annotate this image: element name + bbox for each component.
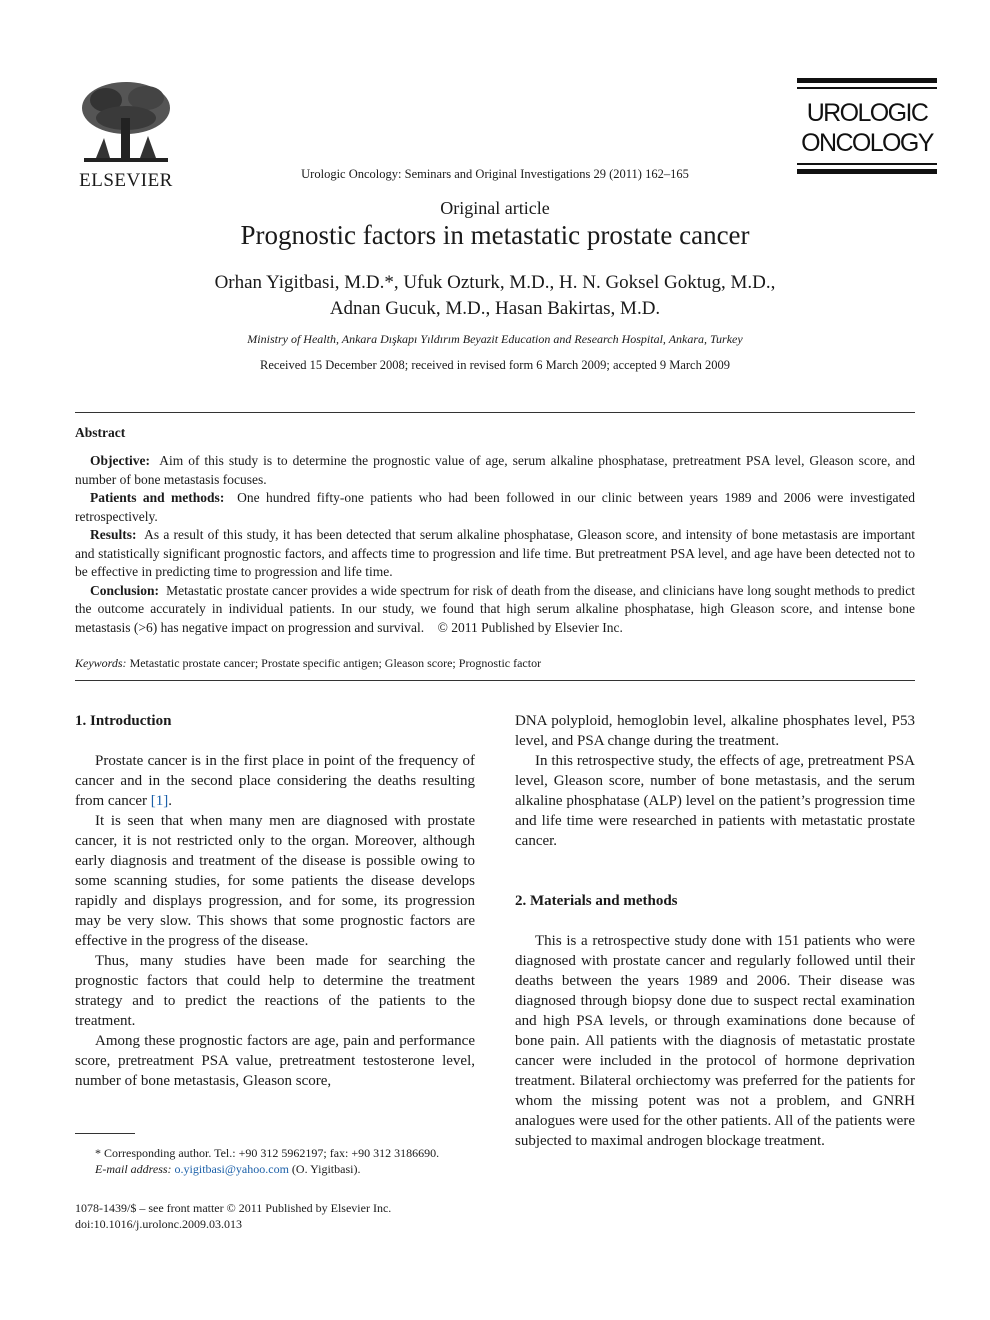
body-top-rule	[75, 680, 915, 681]
email-note	[75, 1161, 475, 1177]
objective-text: Aim of this study is to determine the prognostic value of age, serum alkaline phosphatase, pretreatment PSA level, Gleason score, and number of bone metastasis focuses.	[75, 453, 915, 487]
received-dates: Received 15 December 2008; received in revised form 6 March 2009; accepted 9 March 2009	[260, 358, 730, 372]
affiliation: Ministry of Health, Ankara Dışkapı Yıldırım Beyazit Education and Research Hospital, Ankara, Turkey	[247, 332, 743, 346]
brand-line-1: UROLOGIC	[806, 99, 928, 127]
objective-label: Objective:	[90, 453, 150, 468]
keywords-label: Keywords:	[75, 656, 127, 670]
brand-rule-top-thin	[797, 87, 937, 89]
keywords	[75, 656, 915, 671]
results-text: As a result of this study, it has been detected that serum alkaline phosphatase, Gleason score, and intensity of bone metastasis are important and statistically significant prognostic factors, and affects time to progression and life time. But pretreatment PSA level, and age have been detected not to be effective in predicting time to progression and life time.	[75, 527, 915, 579]
conclusion-text: Metastatic prostate cancer provides a wide spectrum for risk of death from the disease, and clinicians have long sought methods to predict the outcome accurately in individual patients. In our study, we found that high serum alkaline phosphatase, high Gleason score, and intense bone metastasis (>6) has negative impact on progression and survival.	[75, 582, 915, 635]
abstract-methods	[75, 489, 915, 526]
publisher-wordmark: ELSEVIER	[79, 170, 173, 191]
intro-paragraph-1	[75, 751, 475, 811]
abstract-copyright: © 2011 Published by Elsevier Inc.	[437, 619, 623, 635]
intro-paragraph-4: Among these prognostic factors are age, pain and performance score, pretreatment PSA value, pretreatment testosterone level, number of bone metastasis, Gleason score,	[75, 1033, 475, 1089]
author-list	[75, 270, 915, 322]
journal-citation: Urologic Oncology: Seminars and Original Investigations 29 (2011) 162–165	[301, 167, 689, 181]
authors-line-1: Orhan Yigitbasi, M.D.*, Ufuk Ozturk, M.D., H. N. Goksel Goktug, M.D.,	[214, 272, 776, 293]
methods-label: Patients and methods:	[90, 490, 225, 505]
section-heading-methods: 2. Materials and methods	[515, 893, 678, 909]
doi-line: doi:10.1016/j.urolonc.2009.03.013	[75, 1217, 242, 1231]
brand-rule-top	[797, 78, 937, 83]
citation-link[interactable]: [1]	[150, 793, 169, 809]
brand-line-2: ONCOLOGY	[801, 129, 933, 157]
footnote-rule	[75, 1133, 135, 1134]
article-title: Prognostic factors in metastatic prostate cancer	[240, 220, 750, 250]
intro-paragraph-2: It is seen that when many men are diagnosed with prostate cancer, it is not restricted only to the organ. Moreover, although early diagnosis and treatment of the disease is possible owing to some scanning studies, for some patients the disease develops rapidly and displays progression, and for some, its progression may be very slow. This shows that some prognostic factors are effective in the progress of the disease.	[75, 813, 475, 949]
abstract-top-rule	[75, 412, 915, 413]
right-column	[515, 711, 915, 1151]
footnotes	[75, 1145, 475, 1177]
issn-line: 1078-1439/$ – see front matter © 2011 Published by Elsevier Inc.	[75, 1201, 392, 1215]
section-heading-introduction: 1. Introduction	[75, 713, 172, 729]
left-column	[75, 711, 475, 1091]
front-matter	[75, 1200, 391, 1232]
abstract-objective	[75, 452, 915, 489]
article-type: Original article	[440, 198, 550, 218]
corresponding-author-note: * Corresponding author. Tel.: +90 312 5962197; fax: +90 312 3186690.	[95, 1146, 440, 1160]
results-label: Results:	[90, 527, 137, 542]
email-label: E-mail address:	[95, 1162, 172, 1176]
brand-rule-bottom	[797, 169, 937, 174]
journal-brand	[797, 78, 937, 176]
abstract-heading: Abstract	[75, 425, 126, 440]
abstract-conclusion	[75, 582, 915, 638]
brand-rule-bottom-thin	[797, 163, 937, 165]
authors-line-2: Adnan Gucuk, M.D., Hasan Bakirtas, M.D.	[329, 298, 661, 319]
email-owner: (O. Yigitbasi).	[291, 1162, 361, 1176]
conclusion-label: Conclusion:	[90, 582, 160, 598]
intro-p1-text: Prostate cancer is in the first place in point of the frequency of cancer and in the second place considering the deaths resulting from cancer	[75, 753, 475, 809]
methods-text: One hundred fifty-one patients who had been followed in our clinic between years 1989 and 2006 were investigated retrospectively.	[75, 490, 915, 524]
intro-paragraph-4-continued: DNA polyploid, hemoglobin level, alkaline phosphates level, P53 level, and PSA change during the treatment.	[515, 713, 915, 749]
intro-p1-end: .	[168, 793, 173, 809]
abstract-results	[75, 526, 915, 582]
keywords-text: Metastatic prostate cancer; Prostate specific antigen; Gleason score; Prognostic factor	[129, 656, 542, 670]
journal-brand-text	[797, 98, 937, 158]
email-link[interactable]: o.yigitbasi@yahoo.com	[174, 1162, 289, 1176]
abstract-body	[75, 452, 915, 637]
intro-paragraph-3: Thus, many studies have been made for searching the prognostic factors that could help to determine the treatment strategy and to predict the reactions of the patients to the treatment.	[75, 953, 475, 1029]
methods-paragraph-1: This is a retrospective study done with 151 patients who were diagnosed with prostate cancer and regularly followed until their deaths between the years 1989 and 2006. Their disease was diagnosed through biopsy done due to suspect rectal examination and high PSA levels, or through examinations done because of bone pain. All patients with the diagnosis of metastatic prostate cancer were included in the protocol of hormone deprivation treatment. Bilateral orchiectomy was preferred for the patients for whom the missing potent was not a problem, and GNRH analogues were used for the other patients. All of the patients were subjected to maximal androgen blockage treatment.	[515, 933, 915, 1149]
intro-paragraph-5: In this retrospective study, the effects of age, pretreatment PSA level, Gleason score, number of bone metastasis, and the serum alkaline phosphatase (ALP) level on the patient’s progression time and life time were researched in patients with metastatic prostate cancer.	[515, 753, 915, 849]
